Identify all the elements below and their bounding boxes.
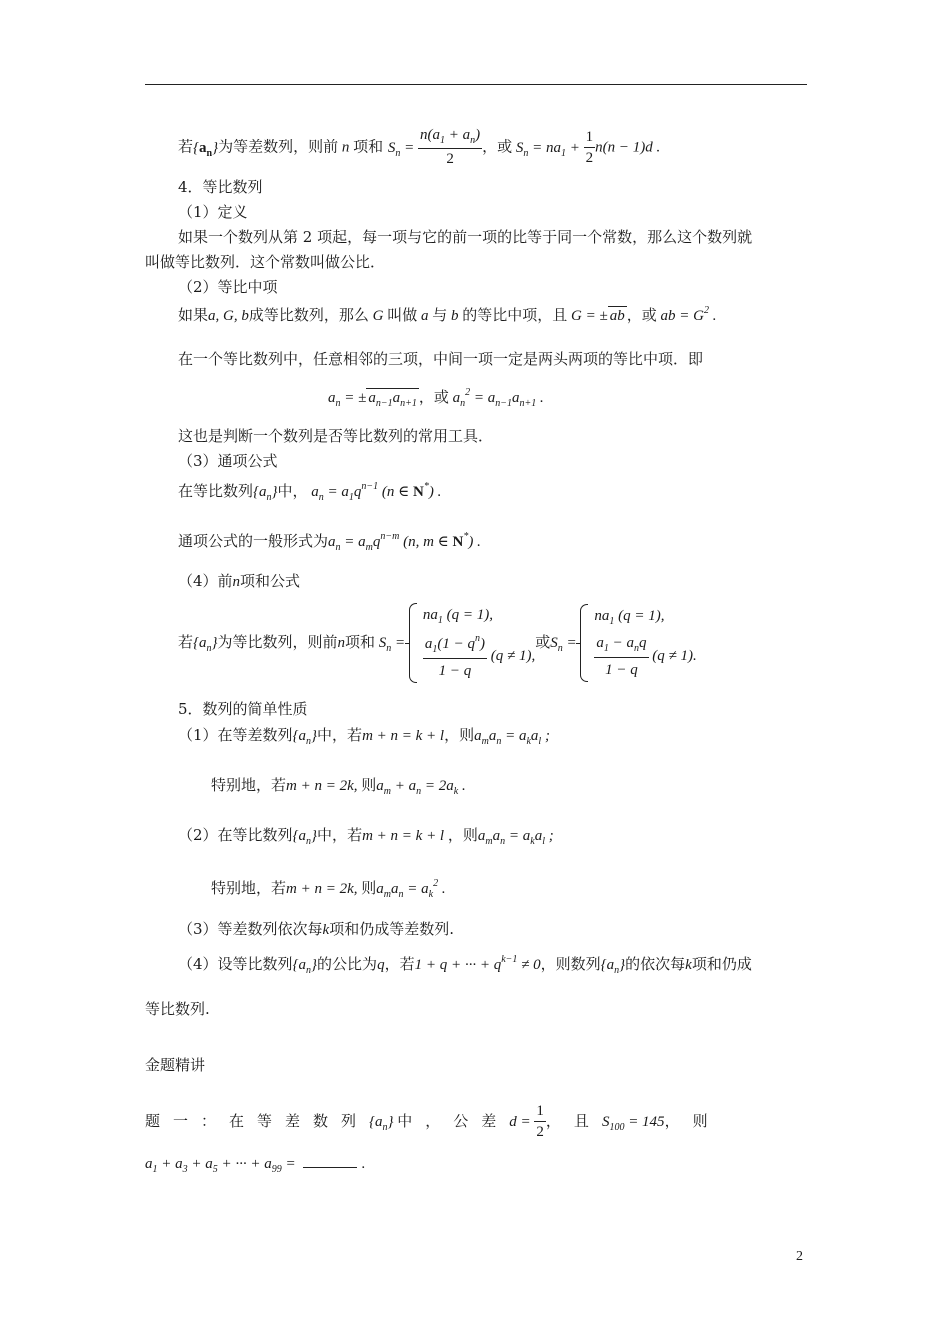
header-rule <box>145 84 807 85</box>
sum-cases-1: $na_1$ (q = 1), $\frac{a_1(1 - q^n)}{1 - q}$ (q ≠ 1), <box>409 603 535 683</box>
general-term-line: 在等比数列$\{a_n\}$中， $a_n = a_1q^{n-1}$ (n ∈ N*) . <box>178 481 442 503</box>
definition-text-2: 叫做等比数列．这个常数叫做公比． <box>145 253 386 271</box>
tool-text: 这也是判断一个数列是否等比数列的常用工具． <box>178 427 494 445</box>
adjacent-terms-text: 在一个等比数列中，任意相邻的三项，中间一项一定是两头两项的等比中项．即 <box>178 350 704 368</box>
property-4-line: （4）设等比数列$\{a_n\}$的公比为q，若1 + q + ··· + $q^{k-1} \ne 0$，则数列$\{a_n\}$的依次每k项和仍成 <box>178 954 752 976</box>
geometric-mean-line: 如果a, G, b成等比数列，那么 G 叫做 a 与 b 的等比中项，且 G = ± ab ，或 ab = $G^2$ . <box>178 305 717 324</box>
page-number: 2 <box>796 1249 803 1264</box>
section-4-1-heading: （1）定义 <box>178 203 248 221</box>
section-4-4-heading: （4）前n项和公式 <box>178 572 301 590</box>
property-2-special: 特别地，若m + n = 2k, 则$a_ma_n = a_k^2$ . <box>211 878 446 900</box>
definition-text-1: 如果一个数列从第 2 项起，每一项与它的前一项的比等于同一个常数，那么这个数列就 <box>178 228 753 246</box>
section-5-heading: 5．数列的简单性质 <box>178 700 308 718</box>
seq-a-n: $\{a_n\}$ <box>193 139 219 159</box>
property-4-continued: 等比数列. <box>145 1000 210 1018</box>
property-3-line: （3）等差数列依次每k项和仍成等差数列. <box>178 920 454 938</box>
section-4-heading: 4．等比数列 <box>178 178 263 196</box>
section-4-3-heading: （3）通项公式 <box>178 452 278 470</box>
property-2-line: （2）在等比数列$\{a_n\}$中，若m + n = k + l ，则$a_ma_n = a_ka_l$ ; <box>178 826 554 847</box>
question-1-line: 题一：在等差数列$\{a_n\}$ 中，公差d = $\frac{1}{2}$ ，且$S_{100} = 145$，则 <box>145 1103 721 1140</box>
question-1-expression: $a_1 + a_3 + a_5$ + ··· + $a_{99}$ = . <box>145 1156 366 1175</box>
sum-cases-2: $na_1$ (q = 1), $\frac{a_1 - a_nq}{1 - q}$ (q ≠ 1). <box>580 604 696 682</box>
section-4-2-heading: （2）等比中项 <box>178 278 278 296</box>
geometric-sum-line: 若$\{a_n\}$为等比数列，则前n项和 $S_n$ = $na_1$ (q = 1), $\frac{a_1(1 - q^n)}{1 - q}$ (q ≠ 1), 或$S_n$ = $na_1$ (q = 1), $\frac{a_1 - a_nq}{1 - q}$ (q ≠ 1). <box>178 603 697 683</box>
fraction-sn: $\frac{n(a_1 + a_n)}{2}$ <box>420 127 481 167</box>
answer-blank[interactable] <box>303 1167 357 1168</box>
property-1-special: 特别地，若m + n = 2k, 则$a_m + a_n = 2a_k$ . <box>211 776 466 797</box>
arithmetic-sum-line: 若$\{a_n\}$为等差数列，则前 n 项和 $S_n$ = $\frac{n(a_1 + a_n)}{2}$ ，或 $S_n = na_1$ + $\frac{1}{2}$ n(n − 1)d . <box>178 127 661 167</box>
gold-problems-heading: 金题精讲 <box>145 1056 206 1074</box>
middle-term-formula: $a_n$ = ± $a_{n-1}a_{n+1}$ ，或 $a_n^2 = a_{n-1}a_{n+1}$ . <box>328 387 544 409</box>
property-1-line: （1）在等差数列$\{a_n\}$中，若m + n = k + l，则$a_ma_n = a_ka_l$ ; <box>178 726 550 747</box>
general-form-line: 通项公式的一般形式为$a_n = a_mq^{n-m}$ (n, m ∈ N*) . <box>178 531 481 553</box>
